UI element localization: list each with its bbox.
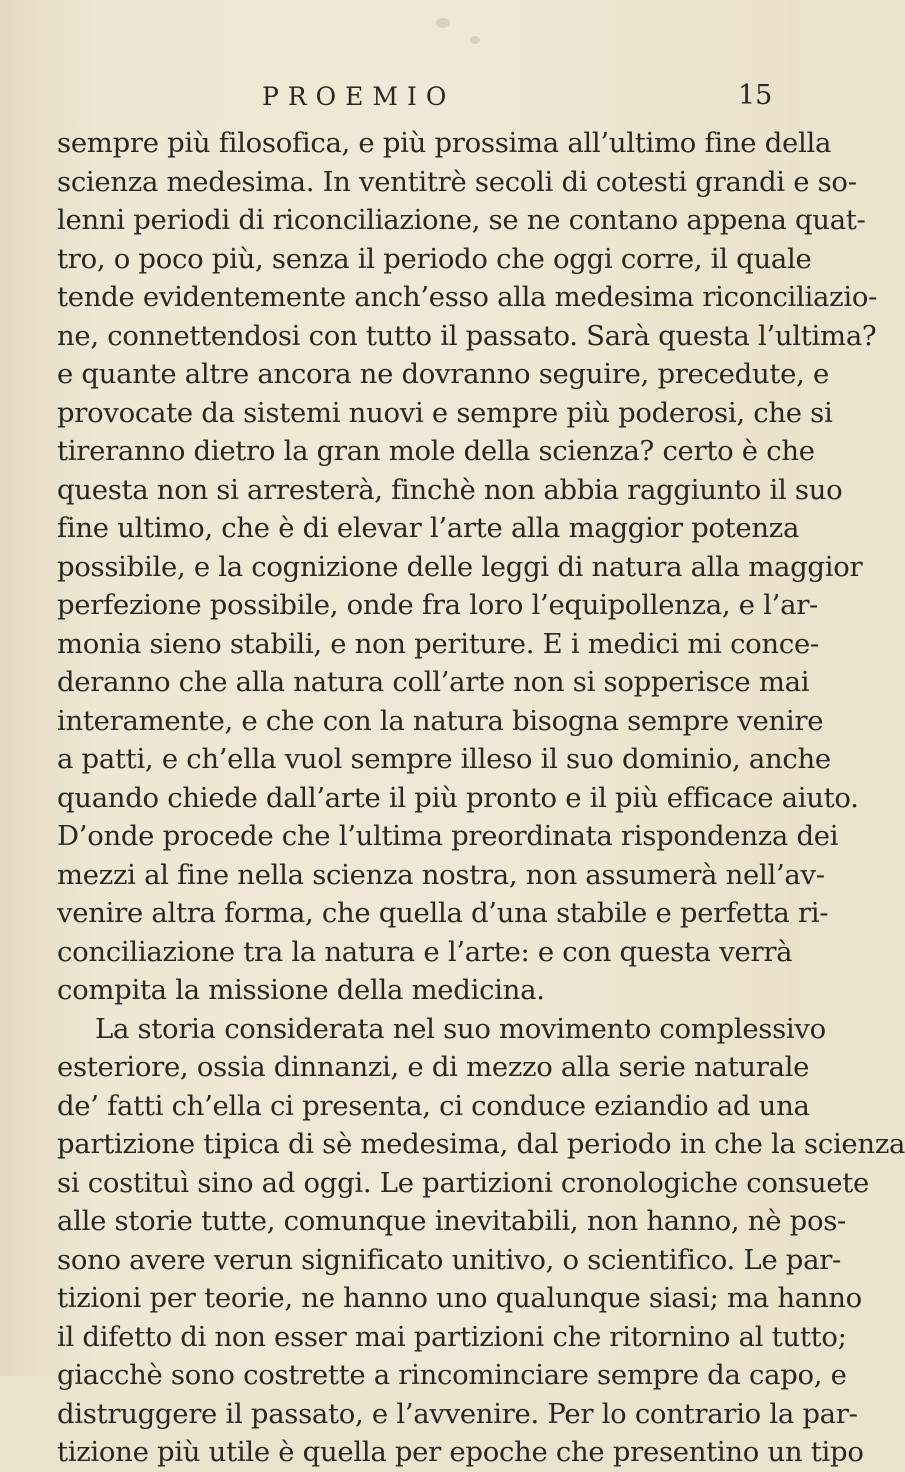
text-line: fine ultimo, che è di elevar l’arte alla maggior potenza	[57, 512, 800, 544]
text-line: si costituì sino ad oggi. Le partizioni cronologiche consuete	[57, 1166, 869, 1199]
page-number: 15	[738, 80, 773, 111]
page-header	[0, 82, 800, 122]
text-line: esteriore, ossia dinnanzi, e di mezzo alla serie naturale	[57, 1051, 810, 1083]
paragraph-end-line: compita la missione della medicina.	[57, 974, 545, 1006]
text-line: interamente, e che con la natura bisogna sempre venire	[57, 704, 824, 737]
text-line: questa non si arresterà, finchè non abbia raggiunto il suo	[57, 473, 843, 506]
text-line: tro, o poco più, senza il periodo che oggi corre, il quale	[57, 242, 812, 275]
text-line: scienza medesima. In ventitrè secoli di cotesti grandi e so-	[57, 165, 857, 198]
text-line: partizione tipica di sè medesima, dal periodo in che la scienza	[57, 1128, 905, 1160]
text-line: distruggere il passato, e l’avvenire. Per lo contrario la par-	[57, 1397, 858, 1430]
text-line: il difetto di non esser mai partizioni che ritornino al tutto;	[57, 1320, 847, 1353]
text-line: tireranno dietro la gran mole della scienza? certo è che	[57, 435, 815, 467]
text-line: ne, connettendosi con tutto il passato. Sarà questa l’ultima?	[57, 319, 877, 352]
text-line: giacchè sono costrette a rincominciare sempre da capo, e	[57, 1359, 847, 1391]
text-line: mezzi al fine nella scienza nostra, non assumerà nell’av-	[57, 858, 825, 891]
body-text	[57, 124, 905, 1472]
text-line: tende evidentemente anch’esso alla medesima riconciliazio-	[57, 281, 878, 313]
text-line: de’ fatti ch’ella ci presenta, ci conduce eziandio ad una	[57, 1089, 810, 1122]
text-line: perfezione possibile, onde fra loro l’equipollenza, e l’ar-	[57, 589, 819, 621]
text-line: quando chiede dall’arte il più pronto e il più efficace aiuto.	[57, 781, 859, 814]
text-line: e quante altre ancora ne dovranno seguire, precedute, e	[57, 358, 829, 390]
text-line: provocate da sistemi nuovi e sempre più poderosi, che si	[57, 396, 833, 429]
text-line: deranno che alla natura coll’arte non si sopperisce mai	[57, 666, 810, 698]
running-title: PROEMIO	[262, 82, 456, 111]
paper-stain	[436, 18, 450, 28]
text-line: D’onde procede che l’ultima preordinata rispondenza dei	[57, 820, 839, 852]
text-line: possibile, e la cognizione delle leggi di natura alla maggior	[57, 550, 863, 583]
text-line: alle storie tutte, comunque inevitabili, non hanno, nè pos-	[57, 1205, 846, 1237]
text-line: sempre più filosofica, e più prossima all’ultimo fine della	[57, 127, 832, 159]
paper-stain	[470, 36, 480, 44]
paragraph-start-line: La storia considerata nel suo movimento complessivo	[95, 1012, 826, 1045]
text-line: monia sieno stabili, e non periture. E i medici mi conce-	[57, 627, 819, 660]
text-line: tizioni per teorie, ne hanno uno qualunque siasi; ma hanno	[57, 1282, 862, 1314]
text-line: tizione più utile è quella per epoche che presentino un tipo	[57, 1436, 864, 1468]
text-line: a patti, e ch’ella vuol sempre illeso il suo dominio, anche	[57, 743, 831, 775]
text-line: lenni periodi di riconciliazione, se ne contano appena quat-	[57, 204, 866, 236]
text-line: sono avere verun significato unitivo, o scientifico. Le par-	[57, 1243, 842, 1276]
text-line: venire altra forma, che quella d’una stabile e perfetta ri-	[57, 897, 829, 929]
text-line: conciliazione tra la natura e l’arte: e con questa verrà	[57, 935, 793, 968]
